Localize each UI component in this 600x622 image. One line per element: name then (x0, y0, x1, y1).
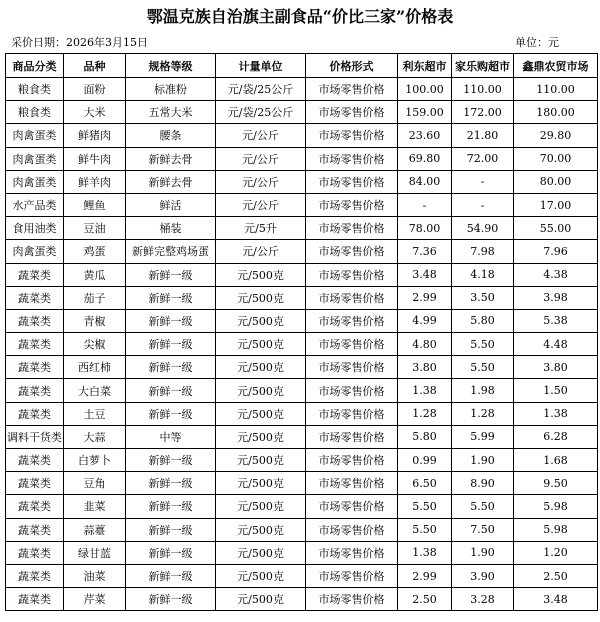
jialegou-price-cell: 3.90 (452, 564, 514, 587)
grade-cell: 腰条 (126, 124, 216, 147)
xinding-price-cell: 55.00 (514, 217, 598, 240)
collection-date: 采价日期：2026年3月15日 (11, 36, 148, 49)
jialegou-price-cell: 110.00 (452, 78, 514, 101)
jialegou-price-cell: 54.90 (452, 217, 514, 240)
unit-cell: 元/500克 (216, 425, 306, 448)
variety-cell: 韭菜 (64, 495, 126, 518)
jialegou-price-cell: 5.50 (452, 333, 514, 356)
price-form-cell: 市场零售价格 (306, 217, 398, 240)
jialegou-price-cell: 4.18 (452, 263, 514, 286)
grade-cell: 新鲜一级 (126, 356, 216, 379)
price-form-cell: 市场零售价格 (306, 193, 398, 216)
table-row (6, 425, 598, 448)
lidong-price-cell: 0.99 (398, 449, 452, 472)
category-cell: 蔬菜类 (6, 495, 64, 518)
jialegou-price-cell: - (452, 170, 514, 193)
price-form-cell: 市场零售价格 (306, 379, 398, 402)
header-variety: 品种 (64, 54, 126, 78)
jialegou-price-cell: 3.50 (452, 286, 514, 309)
unit-cell: 元/袋/25公斤 (216, 101, 306, 124)
variety-cell: 芹菜 (64, 588, 126, 611)
lidong-price-cell: 4.99 (398, 309, 452, 332)
variety-cell: 青椒 (64, 309, 126, 332)
jialegou-price-cell: 3.28 (452, 588, 514, 611)
header-grade: 规格等级 (126, 54, 216, 78)
variety-cell: 豆油 (64, 217, 126, 240)
table-row (6, 263, 598, 286)
xinding-price-cell: 80.00 (514, 170, 598, 193)
variety-cell: 茄子 (64, 286, 126, 309)
header-store-lidong: 利东超市 (398, 54, 452, 78)
xinding-price-cell: 1.50 (514, 379, 598, 402)
unit-cell: 元/500克 (216, 518, 306, 541)
table-row (6, 564, 598, 587)
category-cell: 蔬菜类 (6, 333, 64, 356)
unit-cell: 元/5升 (216, 217, 306, 240)
table-row (6, 240, 598, 263)
grade-cell: 新鲜一级 (126, 495, 216, 518)
table-row (6, 193, 598, 216)
lidong-price-cell: 1.38 (398, 379, 452, 402)
variety-cell: 大白菜 (64, 379, 126, 402)
unit-cell: 元/公斤 (216, 240, 306, 263)
lidong-price-cell: 3.48 (398, 263, 452, 286)
grade-cell: 新鲜一级 (126, 263, 216, 286)
table-row (6, 170, 598, 193)
lidong-price-cell: - (398, 193, 452, 216)
unit-cell: 元/500克 (216, 263, 306, 286)
xinding-price-cell: 1.68 (514, 449, 598, 472)
xinding-price-cell: 1.20 (514, 541, 598, 564)
table-body (6, 78, 598, 611)
variety-cell: 白萝卜 (64, 449, 126, 472)
jialegou-price-cell: 5.50 (452, 356, 514, 379)
unit-cell: 元/500克 (216, 379, 306, 402)
unit-cell: 元/公斤 (216, 170, 306, 193)
category-cell: 肉禽蛋类 (6, 124, 64, 147)
unit-cell: 元/500克 (216, 333, 306, 356)
variety-cell: 鲜猪肉 (64, 124, 126, 147)
xinding-price-cell: 5.98 (514, 495, 598, 518)
jialegou-price-cell: 72.00 (452, 147, 514, 170)
grade-cell: 新鲜一级 (126, 472, 216, 495)
category-cell: 调料干货类 (6, 425, 64, 448)
xinding-price-cell: 5.98 (514, 518, 598, 541)
xinding-price-cell: 17.00 (514, 193, 598, 216)
lidong-price-cell: 78.00 (398, 217, 452, 240)
variety-cell: 黄瓜 (64, 263, 126, 286)
grade-cell: 鲜活 (126, 193, 216, 216)
lidong-price-cell: 159.00 (398, 101, 452, 124)
price-form-cell: 市场零售价格 (306, 449, 398, 472)
xinding-price-cell: 2.50 (514, 564, 598, 587)
grade-cell: 五常大米 (126, 101, 216, 124)
grade-cell: 新鲜一级 (126, 379, 216, 402)
category-cell: 蔬菜类 (6, 309, 64, 332)
currency-unit: 单位：元 (515, 36, 559, 49)
variety-cell: 油菜 (64, 564, 126, 587)
grade-cell: 新鲜完整鸡场蛋 (126, 240, 216, 263)
lidong-price-cell: 23.60 (398, 124, 452, 147)
category-cell: 水产品类 (6, 193, 64, 216)
price-form-cell: 市场零售价格 (306, 286, 398, 309)
unit-cell: 元/500克 (216, 495, 306, 518)
table-row (6, 449, 598, 472)
table-row (6, 518, 598, 541)
table-header-row (6, 54, 598, 78)
grade-cell: 新鲜一级 (126, 449, 216, 472)
variety-cell: 大蒜 (64, 425, 126, 448)
price-form-cell: 市场零售价格 (306, 495, 398, 518)
xinding-price-cell: 29.80 (514, 124, 598, 147)
jialegou-price-cell: 1.90 (452, 541, 514, 564)
variety-cell: 鲜牛肉 (64, 147, 126, 170)
lidong-price-cell: 2.50 (398, 588, 452, 611)
jialegou-price-cell: 1.90 (452, 449, 514, 472)
category-cell: 蔬菜类 (6, 356, 64, 379)
price-form-cell: 市场零售价格 (306, 170, 398, 193)
price-form-cell: 市场零售价格 (306, 541, 398, 564)
price-form-cell: 市场零售价格 (306, 588, 398, 611)
table-row (6, 217, 598, 240)
grade-cell: 新鲜去骨 (126, 147, 216, 170)
table-row (6, 356, 598, 379)
variety-cell: 尖椒 (64, 333, 126, 356)
category-cell: 肉禽蛋类 (6, 170, 64, 193)
price-form-cell: 市场零售价格 (306, 402, 398, 425)
lidong-price-cell: 2.99 (398, 564, 452, 587)
unit-cell: 元/500克 (216, 472, 306, 495)
variety-cell: 绿甘蓝 (64, 541, 126, 564)
lidong-price-cell: 84.00 (398, 170, 452, 193)
lidong-price-cell: 2.99 (398, 286, 452, 309)
grade-cell: 新鲜一级 (126, 333, 216, 356)
variety-cell: 鸡蛋 (64, 240, 126, 263)
category-cell: 蔬菜类 (6, 472, 64, 495)
category-cell: 肉禽蛋类 (6, 240, 64, 263)
price-form-cell: 市场零售价格 (306, 147, 398, 170)
jialegou-price-cell: 172.00 (452, 101, 514, 124)
variety-cell: 蒜薹 (64, 518, 126, 541)
grade-cell: 新鲜一级 (126, 564, 216, 587)
table-row (6, 402, 598, 425)
table-row (6, 541, 598, 564)
unit-cell: 元/500克 (216, 541, 306, 564)
category-cell: 蔬菜类 (6, 286, 64, 309)
unit-cell: 元/500克 (216, 588, 306, 611)
unit-cell: 元/500克 (216, 449, 306, 472)
header-market-xinding: 鑫鼎农贸市场 (514, 54, 598, 78)
jialegou-price-cell: 5.80 (452, 309, 514, 332)
header-category: 商品分类 (6, 54, 64, 78)
table-row (6, 124, 598, 147)
table-row (6, 147, 598, 170)
meta-bar (5, 32, 597, 54)
variety-cell: 大米 (64, 101, 126, 124)
xinding-price-cell: 9.50 (514, 472, 598, 495)
grade-cell: 中等 (126, 425, 216, 448)
header-store-jialegou: 家乐购超市 (452, 54, 514, 78)
price-form-cell: 市场零售价格 (306, 78, 398, 101)
xinding-price-cell: 4.48 (514, 333, 598, 356)
lidong-price-cell: 3.80 (398, 356, 452, 379)
price-form-cell: 市场零售价格 (306, 263, 398, 286)
xinding-price-cell: 110.00 (514, 78, 598, 101)
xinding-price-cell: 3.98 (514, 286, 598, 309)
table-row (6, 286, 598, 309)
lidong-price-cell: 4.80 (398, 333, 452, 356)
header-price-form: 价格形式 (306, 54, 398, 78)
lidong-price-cell: 100.00 (398, 78, 452, 101)
price-form-cell: 市场零售价格 (306, 425, 398, 448)
xinding-price-cell: 7.96 (514, 240, 598, 263)
xinding-price-cell: 70.00 (514, 147, 598, 170)
price-form-cell: 市场零售价格 (306, 124, 398, 147)
variety-cell: 土豆 (64, 402, 126, 425)
jialegou-price-cell: 1.98 (452, 379, 514, 402)
variety-cell: 豆角 (64, 472, 126, 495)
xinding-price-cell: 4.38 (514, 263, 598, 286)
price-form-cell: 市场零售价格 (306, 333, 398, 356)
table-row (6, 379, 598, 402)
table-row (6, 588, 598, 611)
lidong-price-cell: 5.50 (398, 495, 452, 518)
lidong-price-cell: 1.28 (398, 402, 452, 425)
unit-cell: 元/500克 (216, 402, 306, 425)
jialegou-price-cell: 5.99 (452, 425, 514, 448)
grade-cell: 标准粉 (126, 78, 216, 101)
variety-cell: 面粉 (64, 78, 126, 101)
grade-cell: 新鲜一级 (126, 541, 216, 564)
price-form-cell: 市场零售价格 (306, 101, 398, 124)
grade-cell: 新鲜一级 (126, 286, 216, 309)
unit-cell: 元/500克 (216, 286, 306, 309)
category-cell: 蔬菜类 (6, 402, 64, 425)
price-form-cell: 市场零售价格 (306, 518, 398, 541)
lidong-price-cell: 5.80 (398, 425, 452, 448)
jialegou-price-cell: 7.98 (452, 240, 514, 263)
lidong-price-cell: 5.50 (398, 518, 452, 541)
jialegou-price-cell: 8.90 (452, 472, 514, 495)
category-cell: 粮食类 (6, 78, 64, 101)
grade-cell: 桶装 (126, 217, 216, 240)
jialegou-price-cell: 7.50 (452, 518, 514, 541)
xinding-price-cell: 3.80 (514, 356, 598, 379)
category-cell: 肉禽蛋类 (6, 147, 64, 170)
price-table (5, 53, 598, 611)
grade-cell: 新鲜去骨 (126, 170, 216, 193)
jialegou-price-cell: - (452, 193, 514, 216)
xinding-price-cell: 5.38 (514, 309, 598, 332)
unit-cell: 元/公斤 (216, 147, 306, 170)
xinding-price-cell: 180.00 (514, 101, 598, 124)
category-cell: 蔬菜类 (6, 263, 64, 286)
jialegou-price-cell: 1.28 (452, 402, 514, 425)
category-cell: 食用油类 (6, 217, 64, 240)
xinding-price-cell: 6.28 (514, 425, 598, 448)
price-form-cell: 市场零售价格 (306, 564, 398, 587)
variety-cell: 鲤鱼 (64, 193, 126, 216)
header-unit: 计量单位 (216, 54, 306, 78)
xinding-price-cell: 3.48 (514, 588, 598, 611)
table-row (6, 78, 598, 101)
category-cell: 蔬菜类 (6, 449, 64, 472)
variety-cell: 鲜羊肉 (64, 170, 126, 193)
table-row (6, 495, 598, 518)
grade-cell: 新鲜一级 (126, 402, 216, 425)
price-form-cell: 市场零售价格 (306, 240, 398, 263)
jialegou-price-cell: 5.50 (452, 495, 514, 518)
unit-cell: 元/500克 (216, 309, 306, 332)
jialegou-price-cell: 21.80 (452, 124, 514, 147)
category-cell: 蔬菜类 (6, 564, 64, 587)
unit-cell: 元/500克 (216, 564, 306, 587)
grade-cell: 新鲜一级 (126, 309, 216, 332)
lidong-price-cell: 7.36 (398, 240, 452, 263)
grade-cell: 新鲜一级 (126, 518, 216, 541)
lidong-price-cell: 6.50 (398, 472, 452, 495)
category-cell: 蔬菜类 (6, 518, 64, 541)
table-row (6, 101, 598, 124)
category-cell: 蔬菜类 (6, 379, 64, 402)
unit-cell: 元/公斤 (216, 124, 306, 147)
page-title: 鄂温克族自治旗主副食品“价比三家”价格表 (146, 7, 454, 26)
table-row (6, 472, 598, 495)
price-form-cell: 市场零售价格 (306, 356, 398, 379)
category-cell: 粮食类 (6, 101, 64, 124)
table-row (6, 309, 598, 332)
unit-cell: 元/500克 (216, 356, 306, 379)
price-form-cell: 市场零售价格 (306, 472, 398, 495)
lidong-price-cell: 1.38 (398, 541, 452, 564)
table-row (6, 333, 598, 356)
unit-cell: 元/袋/25公斤 (216, 78, 306, 101)
unit-cell: 元/公斤 (216, 193, 306, 216)
category-cell: 蔬菜类 (6, 588, 64, 611)
grade-cell: 新鲜一级 (126, 588, 216, 611)
variety-cell: 西红柿 (64, 356, 126, 379)
xinding-price-cell: 1.38 (514, 402, 598, 425)
lidong-price-cell: 69.80 (398, 147, 452, 170)
category-cell: 蔬菜类 (6, 541, 64, 564)
price-form-cell: 市场零售价格 (306, 309, 398, 332)
